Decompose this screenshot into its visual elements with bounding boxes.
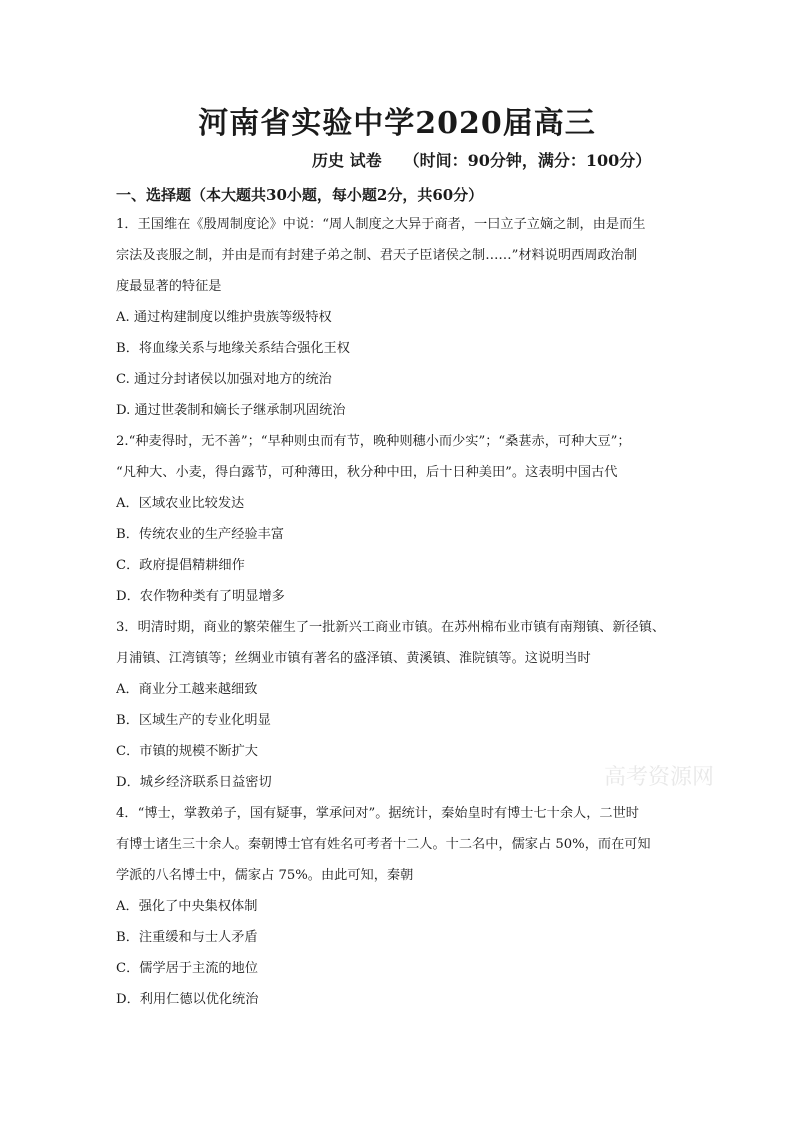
option-c: C．政府提倡精耕细作 bbox=[116, 558, 245, 573]
option-b: B．将血缘关系与地缘关系结合强化王权 bbox=[116, 341, 350, 356]
question-3 bbox=[116, 616, 681, 802]
option-d: D．利用仁德以优化统治 bbox=[116, 992, 259, 1007]
question-1 bbox=[116, 213, 681, 430]
question-list bbox=[116, 213, 681, 1019]
option-c: C．市镇的规模不断扩大 bbox=[116, 744, 258, 759]
option-d: D. 通过世袭制和嫡长子继承制巩固统治 bbox=[116, 403, 346, 418]
question-stem-line: 2.“种麦得时，无不善”；“早种则虫而有节，晚种则穗小而少实”；“桑葚赤，可种大豆”； bbox=[116, 434, 631, 449]
question-stem-line: 3．明清时期，商业的繁荣催生了一批新兴工商业市镇。在苏州棉布业市镇有南翔镇、新径镇、 bbox=[116, 620, 666, 635]
section-heading: 一、选择题（本大题共30小题，每小题2分，共60分） bbox=[116, 186, 484, 204]
question-stem-line: 1．王国维在《殷周制度论》中说：“周人制度之大异于商者，一曰立子立嫡之制，由是而生 bbox=[116, 217, 646, 232]
option-b: B．区域生产的专业化明显 bbox=[116, 713, 271, 728]
question-2 bbox=[116, 430, 681, 616]
exam-title: 河南省实验中学2020届高三 bbox=[198, 106, 596, 141]
option-b: B．传统农业的生产经验丰富 bbox=[116, 527, 284, 542]
option-d: D．城乡经济联系日益密切 bbox=[116, 775, 272, 790]
question-stem-line: 4．“博士，掌教弟子，国有疑事，掌承问对”。据统计，秦始皇时有博士七十余人，二世时 bbox=[116, 806, 639, 821]
question-4 bbox=[116, 802, 681, 1019]
option-a: A．商业分工越来越细致 bbox=[116, 682, 258, 697]
option-c: C. 通过分封诸侯以加强对地方的统治 bbox=[116, 372, 332, 387]
option-d: D．农作物种类有了明显增多 bbox=[116, 589, 285, 604]
question-stem-line: 月浦镇、江湾镇等；丝绸业市镇有著名的盛泽镇、黄溪镇、淮院镇等。这说明当时 bbox=[116, 651, 591, 666]
watermark: 高考资源网 bbox=[604, 765, 715, 790]
question-stem-line: “凡种大、小麦，得白露节，可种薄田，秋分种中田，后十日种美田”。这表明中国古代 bbox=[116, 465, 618, 480]
option-a: A．区域农业比较发达 bbox=[116, 496, 245, 511]
option-c: C．儒学居于主流的地位 bbox=[116, 961, 258, 976]
question-stem-line: 度最显著的特征是 bbox=[116, 279, 222, 294]
question-stem-line: 学派的八名博士中，儒家占 75%。由此可知，秦朝 bbox=[116, 868, 414, 883]
exam-subject: 历史 试卷 bbox=[312, 151, 382, 170]
question-stem-line: 宗法及丧服之制，并由是而有封建子弟之制、君天子臣诸侯之制……”材料说明西周政治制 bbox=[116, 248, 638, 263]
option-a: A. 通过构建制度以维护贵族等级特权 bbox=[116, 310, 332, 325]
question-stem-line: 有博士诸生三十余人。秦朝博士官有姓名可考者十二人。十二名中，儒家占 50%，而在可知 bbox=[116, 837, 651, 852]
exam-subtitle bbox=[312, 148, 651, 171]
exam-info: （时间：90分钟，满分：100分） bbox=[403, 151, 652, 170]
option-b: B．注重缓和与士人矛盾 bbox=[116, 930, 258, 945]
option-a: A．强化了中央集权体制 bbox=[116, 899, 258, 914]
